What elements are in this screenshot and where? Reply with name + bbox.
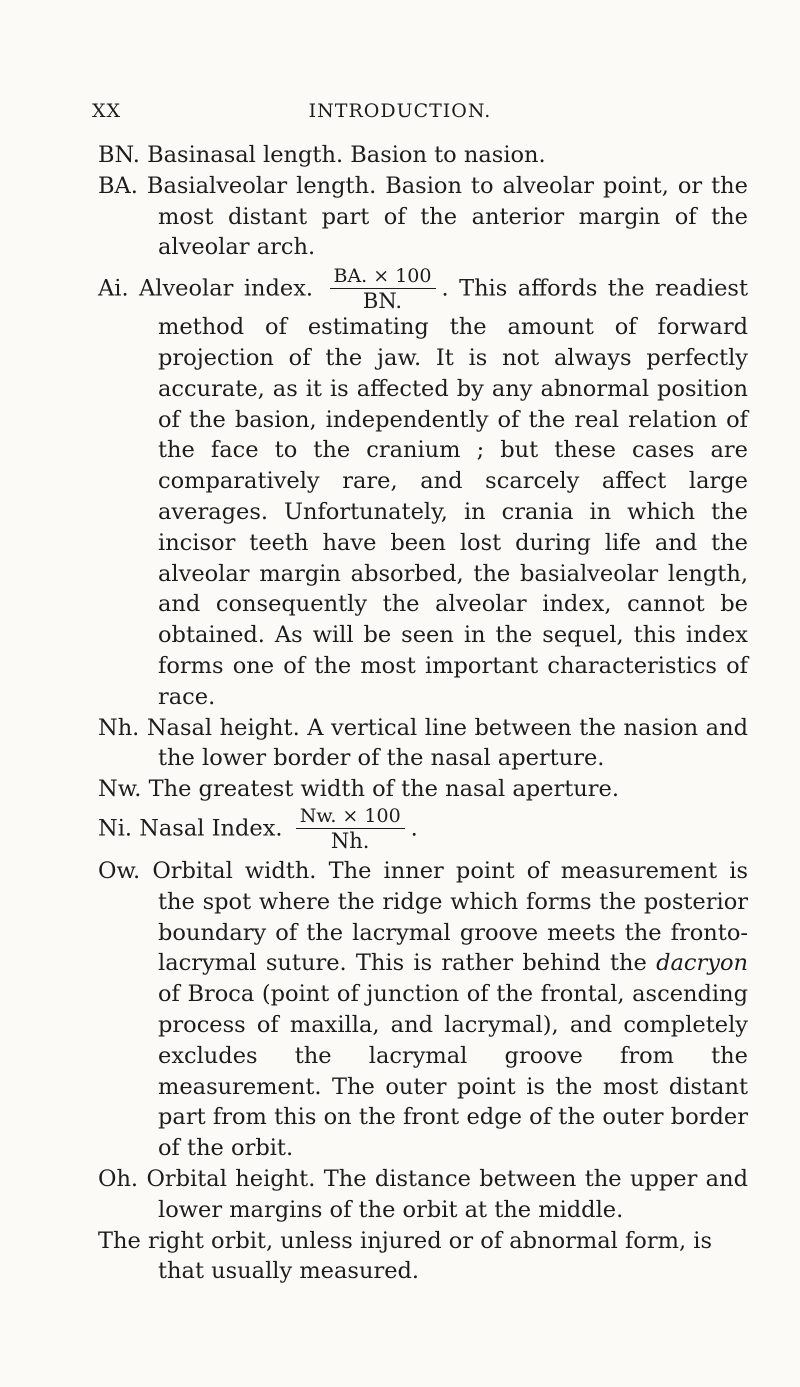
entry-abbr: Oh. <box>98 1165 139 1192</box>
entry-lead-word: The <box>98 1227 141 1254</box>
index-label: Nasal Index. <box>139 815 283 842</box>
entry-right-orbit-note <box>0 1226 800 1288</box>
entry-basinasal <box>0 140 800 171</box>
entry-text: Basialveolar length. Basion to alveolar point, or the most distant part of the anterior margin of the alveolar arch. <box>146 172 748 261</box>
entry-text: right orbit, unless injured or of abnormal form, is that usually measured. <box>147 1227 712 1285</box>
entry-abbr: Ni. <box>98 815 133 842</box>
entry-abbr: Nh. <box>98 714 140 741</box>
entry-nasal-index: Ni. Nasal Index. $\frac{Nw. \times 100}{Nh.}$ . <box>98 804 418 853</box>
formula-numerator: BA. × 100 <box>330 267 436 289</box>
entry-text: Nasal height. A vertical line between the nasion and the lower border of the nasal aperture. <box>146 714 748 772</box>
entry-abbr: BN. <box>98 142 140 168</box>
entry-nasal-width <box>0 774 800 805</box>
page-number: XX <box>92 100 122 122</box>
entry-text: This affords the readiest method of estimating the amount of forward projection of the jaw. It is not always perfectly accurate, as it is affected by any abnormal position of the basion, independently of the real relation of the face to the cranium ; but these cases are comparatively rare, and scarcely affect large averages. Unfortunately, in crania in which the incisor teeth have been lost during life and the alveolar margin absorbed, the basialveolar length, and consequently the alveolar index, cannot be obtained. As will be seen in the sequel, this index forms one of the most important characteristics of race. <box>158 275 749 710</box>
page-body <box>0 140 800 1287</box>
entry-orbital-height <box>0 1164 800 1226</box>
entry-text: of Broca (point of junction of the frontal, ascending process of maxilla, and lacrymal), and completely excludes the lacrymal groove from the measurement. The outer point is the most distant part from this on the front edge of the outer border of the orbit. <box>158 981 748 1162</box>
nasal-index-formula <box>296 804 405 853</box>
entry-abbr: Ow. <box>98 857 141 884</box>
entry-basialveolar <box>0 171 800 263</box>
formula-denominator: Nh. <box>330 828 370 853</box>
entry-abbr: BA. <box>98 172 138 199</box>
entry-text: Orbital height. The distance between the upper and lower margins of the orbit at the middle. <box>146 1165 748 1223</box>
alveolar-index-formula <box>330 267 436 312</box>
entry-text: Basinasal length. Basion to nasion. <box>147 142 546 168</box>
index-label: Alveolar index. <box>139 275 314 302</box>
entry-text: The greatest width of the nasal aperture. <box>148 776 619 803</box>
entry-nasal-height <box>0 713 800 775</box>
entry-abbr: Nw. <box>98 776 142 803</box>
entry-abbr: Ai. <box>98 275 129 302</box>
entry-text: Orbital width. The inner point of measurement is the spot where the ridge which forms the posterior boundary of the lacrymal groove meets the fronto-lacrymal suture. This is rather behind the <box>152 857 748 977</box>
formula-denominator: BN. <box>362 289 403 314</box>
dacryon-term: dacryon <box>656 950 748 977</box>
running-head <box>92 100 708 122</box>
running-title: INTRODUCTION. <box>308 100 492 122</box>
entry-alveolar-index: Ai. Alveolar index. $\frac{BA. \times 100}{BN.}$ . This affords the readiest method of estimating the amount of forward projection of the jaw. It is not always perfectly accurate, as it is affected by any abnormal position of the basion, independently of the real relation of the face to the cranium ; but these cases are comparatively rare, and scarcely affect large averages. Unfortunately, in crania in which the incisor teeth have been lost during life and the alveolar margin absorbed, the basialveolar length, and consequently the alveolar index, cannot be obtained. As will be seen in the sequel, this index forms one of the most important characteristics of race. <box>98 265 749 710</box>
formula-numerator: Nw. × 100 <box>296 807 405 829</box>
entry-orbital-width <box>0 856 800 1164</box>
